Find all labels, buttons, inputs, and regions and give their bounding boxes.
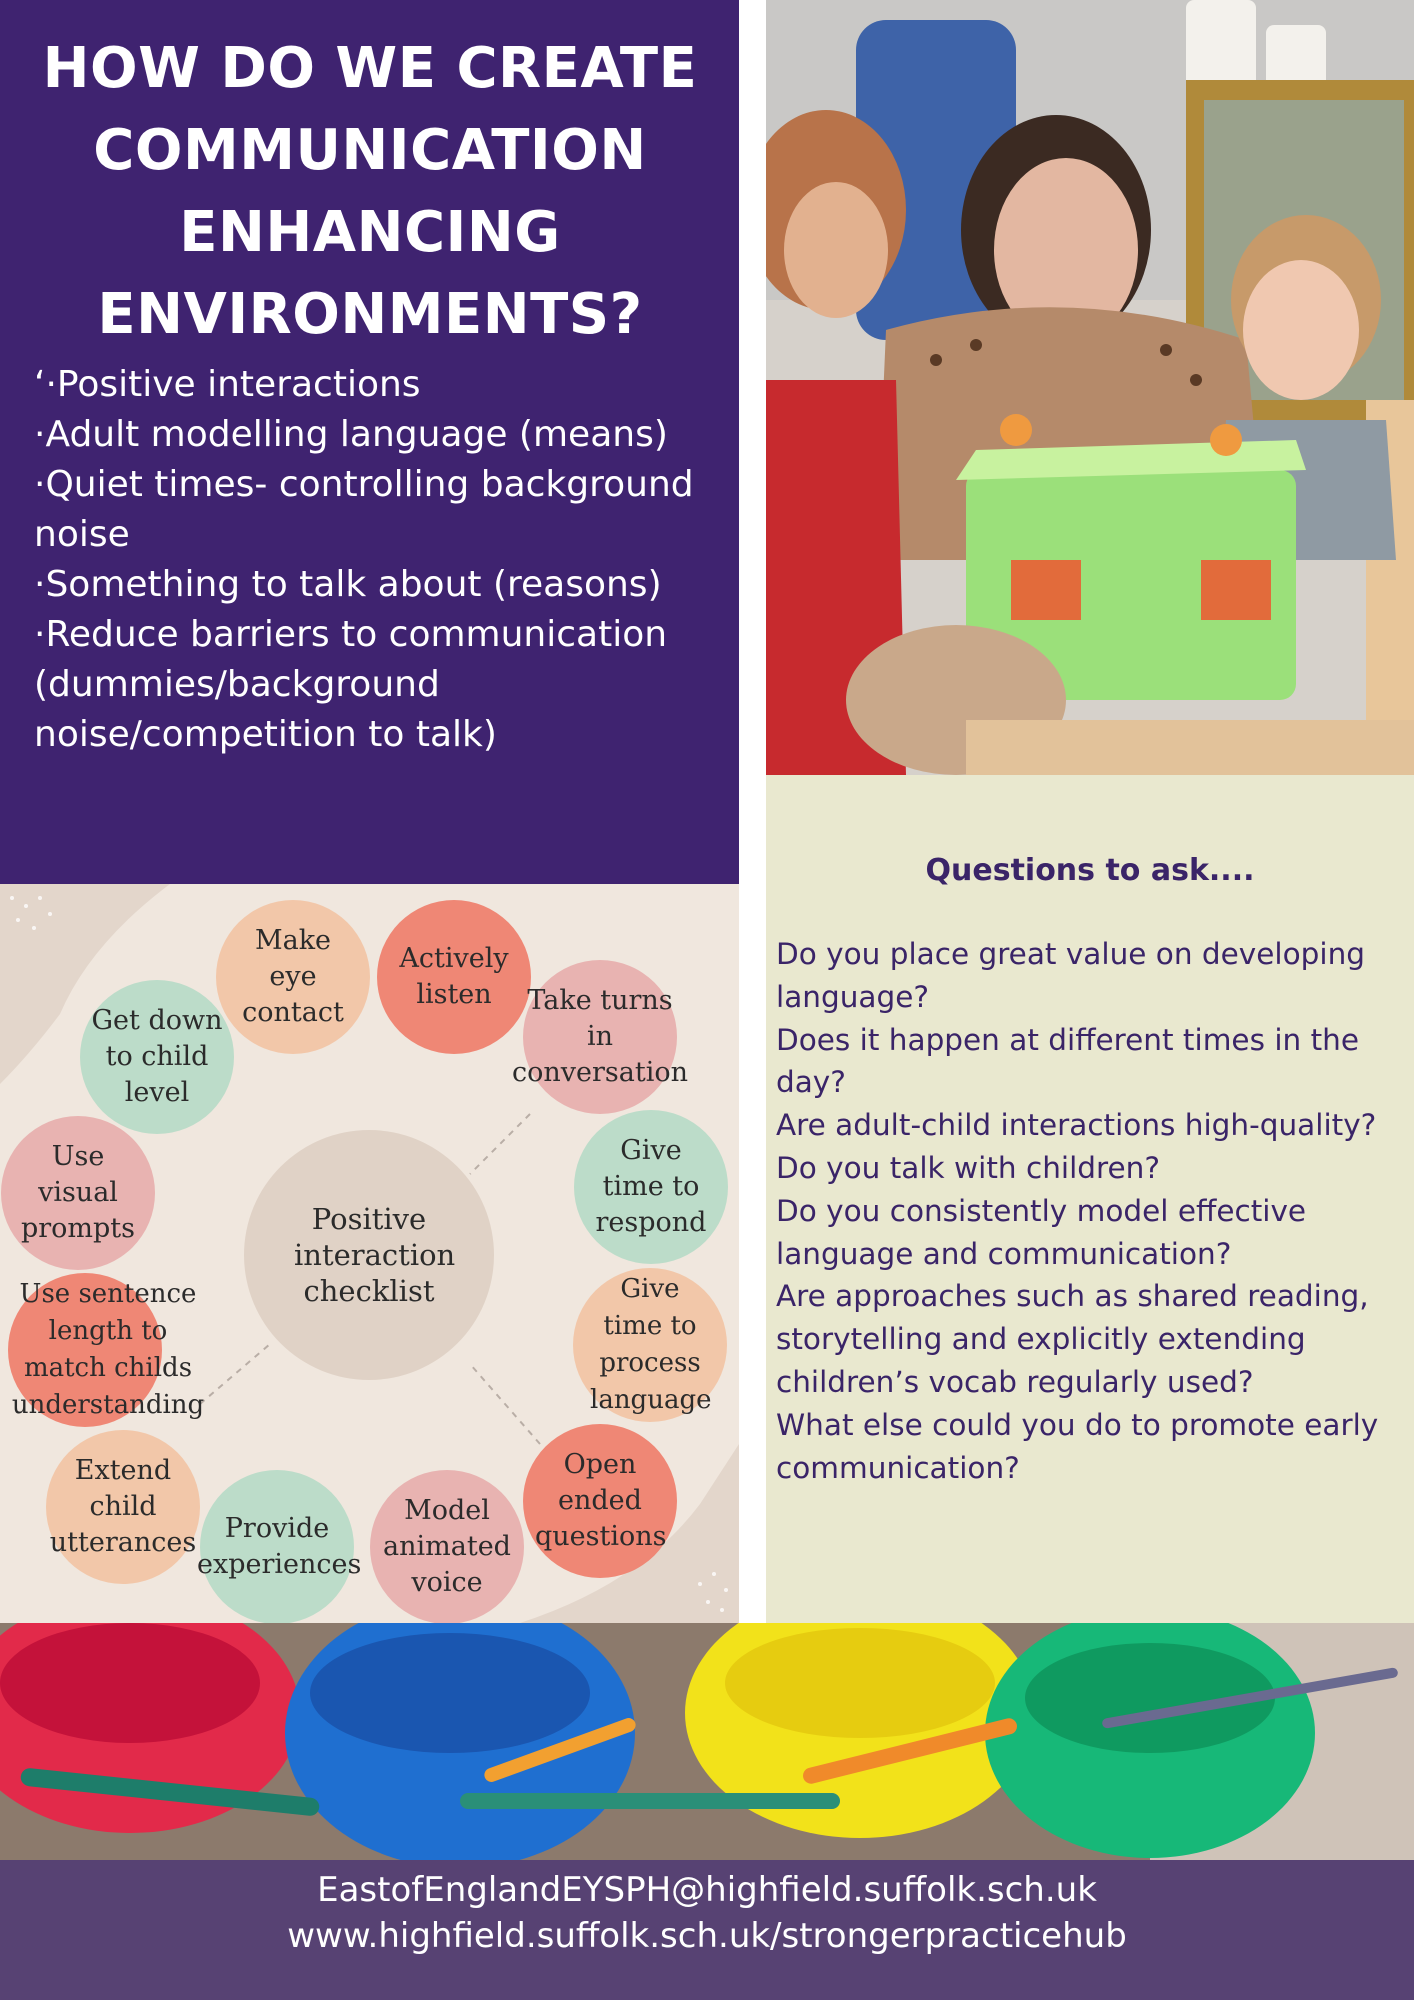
question-item: Are approaches such as shared reading, storytelling and explicitly extending children’s vocab regularly used? (776, 1279, 1369, 1399)
title-line-3: ENHANCING (179, 200, 561, 265)
question-item: Are adult-child interactions high-quality? (776, 1108, 1377, 1143)
question-item: Do you consistently model effective language and communication? (776, 1193, 1307, 1271)
checklist-item-sentence-length: Use sentence length to match childs understanding (8, 1273, 162, 1427)
checklist-item-actively-listen: Actively listen (377, 900, 531, 1054)
checklist-item-time-to-respond: Give time to respond (574, 1110, 728, 1264)
checklist-item-child-level: Get down to child level (80, 980, 234, 1134)
checklist-item-animated-voice: Model animated voice (370, 1470, 524, 1623)
paint-pots-illustration (0, 1623, 1414, 1860)
checklist-item-visual-prompts: Use visual prompts (1, 1116, 155, 1270)
checklist-item-open-questions: Open ended questions (523, 1424, 677, 1578)
questions-list (776, 933, 1406, 1489)
checklist-item-time-to-process: Give time to process language (573, 1268, 727, 1422)
checklist-item-extend-utterances: Extend child utterances (46, 1430, 200, 1584)
bullet-item: ·Something to talk about (reasons) (34, 564, 662, 605)
interaction-checklist (0, 884, 739, 1623)
footer-website[interactable]: www.highfield.suffolk.sch.uk/strongerpracticehub (287, 1916, 1127, 1956)
classroom-photo-illustration (766, 0, 1414, 775)
title-line-2: COMMUNICATION (93, 118, 647, 183)
questions-panel (766, 775, 1414, 1623)
page-title (20, 28, 720, 356)
checklist-item-eye-contact: Make eye contact (216, 900, 370, 1054)
questions-heading: Questions to ask.... (925, 853, 1255, 888)
bullet-item: ‘·Positive interactions (34, 364, 421, 405)
question-item: Do you place great value on developing language? (776, 937, 1365, 1014)
footer-email[interactable]: EastofEnglandEYSPH@highfield.suffolk.sch.uk (317, 1870, 1097, 1910)
question-item: What else could you do to promote early communication? (776, 1407, 1379, 1485)
footer (0, 1860, 1414, 2000)
checklist-center: Positive interaction checklist (244, 1130, 494, 1380)
paint-pots-photo (0, 1623, 1414, 1860)
title-line-1: HOW DO WE CREATE (42, 36, 698, 101)
question-item: Do you talk with children? (776, 1150, 1161, 1185)
classroom-photo (766, 0, 1414, 775)
bullet-item: ·Reduce barriers to communication (dummies/background noise/competition to talk) (34, 614, 668, 755)
bullet-item: ·Adult modelling language (means) (34, 414, 668, 455)
bullet-item: ·Quiet times- controlling background noise (34, 464, 694, 555)
question-item: Does it happen at different times in the day? (776, 1022, 1360, 1100)
title-line-4: ENVIRONMENTS? (97, 282, 643, 347)
checklist-item-take-turns: Take turns in conversation (523, 960, 677, 1114)
checklist-item-provide-experiences: Provide experiences (200, 1470, 354, 1623)
title-panel (0, 0, 739, 884)
bullet-list (34, 360, 734, 760)
